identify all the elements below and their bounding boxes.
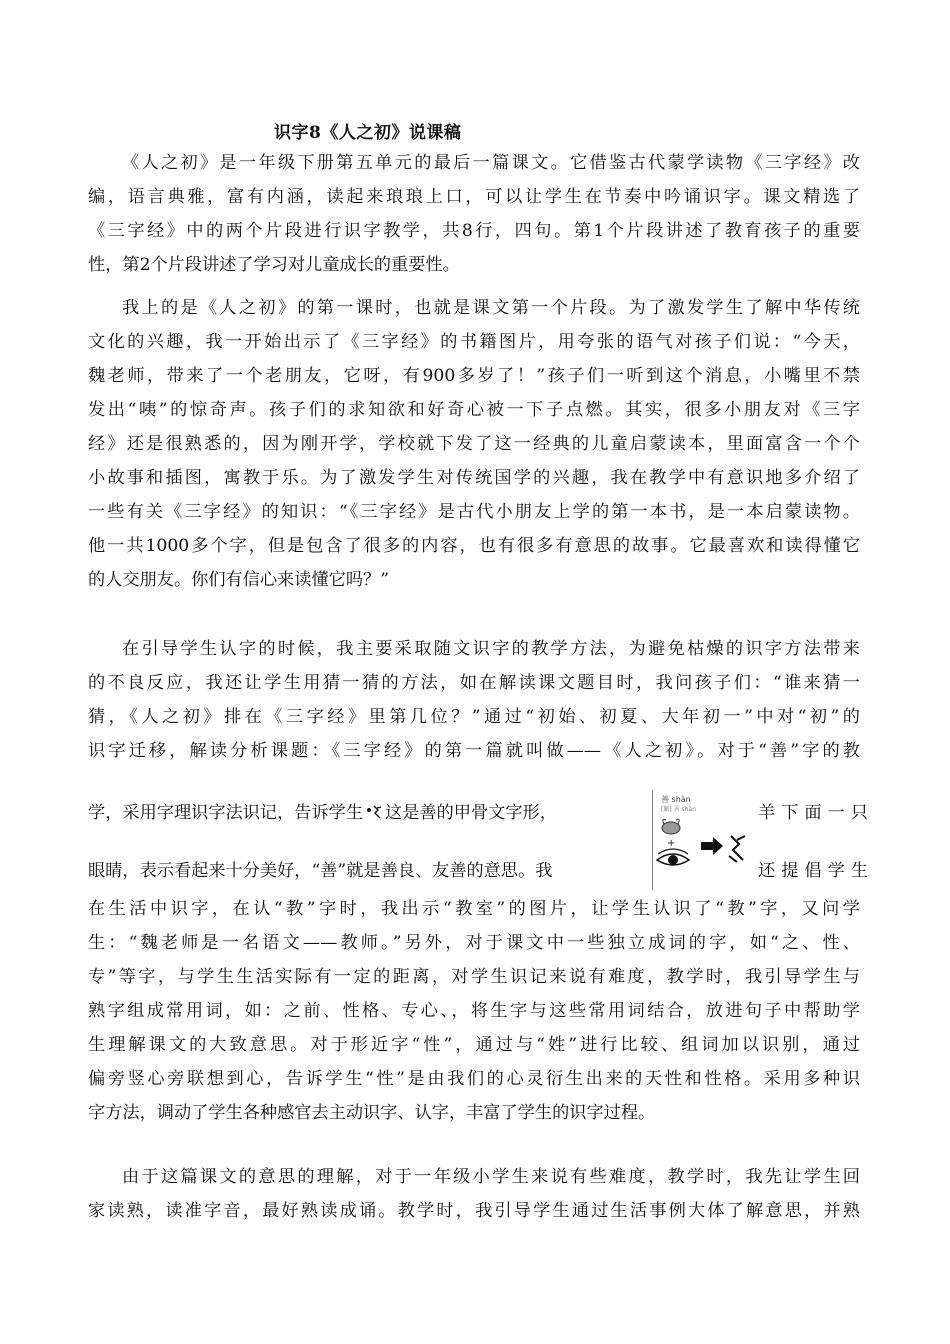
text-line: 还提倡学生 bbox=[758, 861, 874, 881]
text-line: 眼睛，表示看起来十分美好，“善”就是善良、友善的意思。我 bbox=[88, 861, 553, 881]
oracle-glyph-icon bbox=[729, 836, 745, 862]
arrow-right-icon bbox=[701, 837, 723, 855]
text-line: 由于这篇课文的意思的理解，对于一年级小学生来说有些难度，教学时，我先让学生回 bbox=[122, 1167, 860, 1187]
text-line: 魏老师，带来了一个老朋友，它呀，有900多岁了！”孩子们一听到这个消息，小嘴里不禁 bbox=[88, 366, 860, 386]
text-fragment: 这是善的甲骨文字形， bbox=[385, 803, 557, 823]
text-line: 家读熟，读准字音，最好熟读成诵。教学时，我引导学生通过生活事例大体了解意思，并熟 bbox=[88, 1201, 860, 1221]
figure-caption: 善 shàn bbox=[661, 795, 691, 804]
text-line: 《三字经》中的两个片段进行识字教学，共8行，四句。第1个片段讲述了教育孩子的重要 bbox=[88, 221, 860, 241]
sheep-icon bbox=[662, 820, 680, 835]
paragraph-3-continued bbox=[88, 892, 860, 1130]
paragraph-1 bbox=[88, 146, 860, 282]
text-line: 发出“咦”的惊奇声。孩子们的求知欲和好奇心被一下子点燃。其实，很多小朋友对《三字 bbox=[88, 400, 860, 420]
text-line: 生理解课文的大致意思。对于形近字“性”，通过与“姓”进行比较、组词加以识别，通过 bbox=[88, 1035, 860, 1055]
oracle-bone-glyph-icon bbox=[365, 798, 383, 814]
text-line: 《人之初》是一年级下册第五单元的最后一篇课文。它借鉴古代蒙学读物《三字经》改 bbox=[122, 153, 860, 173]
text-line: 文化的兴趣，我一开始出示了《三字经》的书籍图片，用夸张的语气对孩子们说：“今天， bbox=[88, 332, 860, 352]
text-line: 生：“魏老师是一名语文——教师。”另外，对于课文中一些独立成词的字，如“之、性、 bbox=[88, 933, 860, 953]
text-line: 熟字组成常用词，如：之前、性格、专心、，将生字与这些常用词结合，放进句子中帮助学 bbox=[88, 1001, 860, 1021]
text-line: 在生活中识字，在认“教”字时，我出示“教室”的图片，让学生认识了“教”字，又问学 bbox=[88, 899, 860, 919]
sheep-eye-illustration bbox=[653, 790, 749, 890]
text-line: 偏旁竖心旁联想到心，告诉学生“性”是由我们的心灵衍生出来的天性和性格。采用多种识 bbox=[88, 1069, 860, 1089]
document-title: 识字8《人之初》说课稿 bbox=[274, 123, 462, 143]
text-line: 的人交朋友。你们有信心来读懂它吗？” bbox=[88, 570, 389, 590]
text-line: 的不良反应，我还让学生用猜一猜的方法，如在解读课文题目时，我问孩子们：“谁来猜一 bbox=[88, 673, 860, 693]
text-line: 一些有关《三字经》的知识：“《三字经》是古代小朋友上学的第一本书，是一本启蒙读物。 bbox=[88, 502, 860, 522]
text-line: 羊下面一只 bbox=[758, 803, 874, 823]
figure-subcaption: [繁] 善 shàn bbox=[661, 806, 696, 813]
paragraph-3 bbox=[88, 632, 860, 768]
plus-icon: + bbox=[667, 838, 676, 849]
text-line: 专”等字，与学生生活实际有一定的距离，对学生识记来说有难度，教学时，我引导学生与 bbox=[88, 967, 860, 987]
text-fragment: 学，采用字理识字法识记，告诉学生 bbox=[88, 803, 364, 823]
text-line: 猜，《人之初》排在《三字经》里第几位？”通过“初始、初夏、大年初一”中对“初”的 bbox=[88, 707, 860, 727]
text-line: 他一共1000多个字，但是包含了很多的内容，也有很多有意思的故事。它最喜欢和读得懂它 bbox=[88, 536, 860, 556]
text-line: 字方法，调动了学生各种感官去主动识字、认字，丰富了学生的识字过程。 bbox=[88, 1103, 656, 1123]
text-line bbox=[88, 796, 557, 830]
character-figure bbox=[652, 790, 749, 890]
paragraph-4 bbox=[88, 1160, 860, 1228]
eye-icon bbox=[657, 849, 689, 865]
text-line: 在引导学生认字的时候，我主要采取随文识字的教学方法，为避免枯燥的识字方法带来 bbox=[122, 639, 860, 659]
text-line: 识字迁移，解读分析课题：《三字经》的第一篇就叫做——《人之初》。对于“善”字的教 bbox=[88, 741, 860, 761]
text-line: 小故事和插图，寓教于乐。为了激发学生对传统国学的兴趣，我在教学中有意识地多介绍了 bbox=[88, 468, 860, 488]
text-line: 性，第2个片段讲述了学习对儿童成长的重要性。 bbox=[88, 255, 460, 275]
text-line: 我上的是《人之初》的第一课时，也就是课文第一个片段。为了激发学生了解中华传统 bbox=[122, 298, 860, 318]
paragraph-2 bbox=[88, 291, 860, 597]
text-line: 编，语言典雅，富有内涵，读起来琅琅上口，可以让学生在节奏中吟诵识字。课文精选了 bbox=[88, 187, 860, 207]
text-line: 经》还是很熟悉的，因为刚开学，学校就下发了这一经典的儿童启蒙读本，里面富含一个个 bbox=[88, 434, 860, 454]
